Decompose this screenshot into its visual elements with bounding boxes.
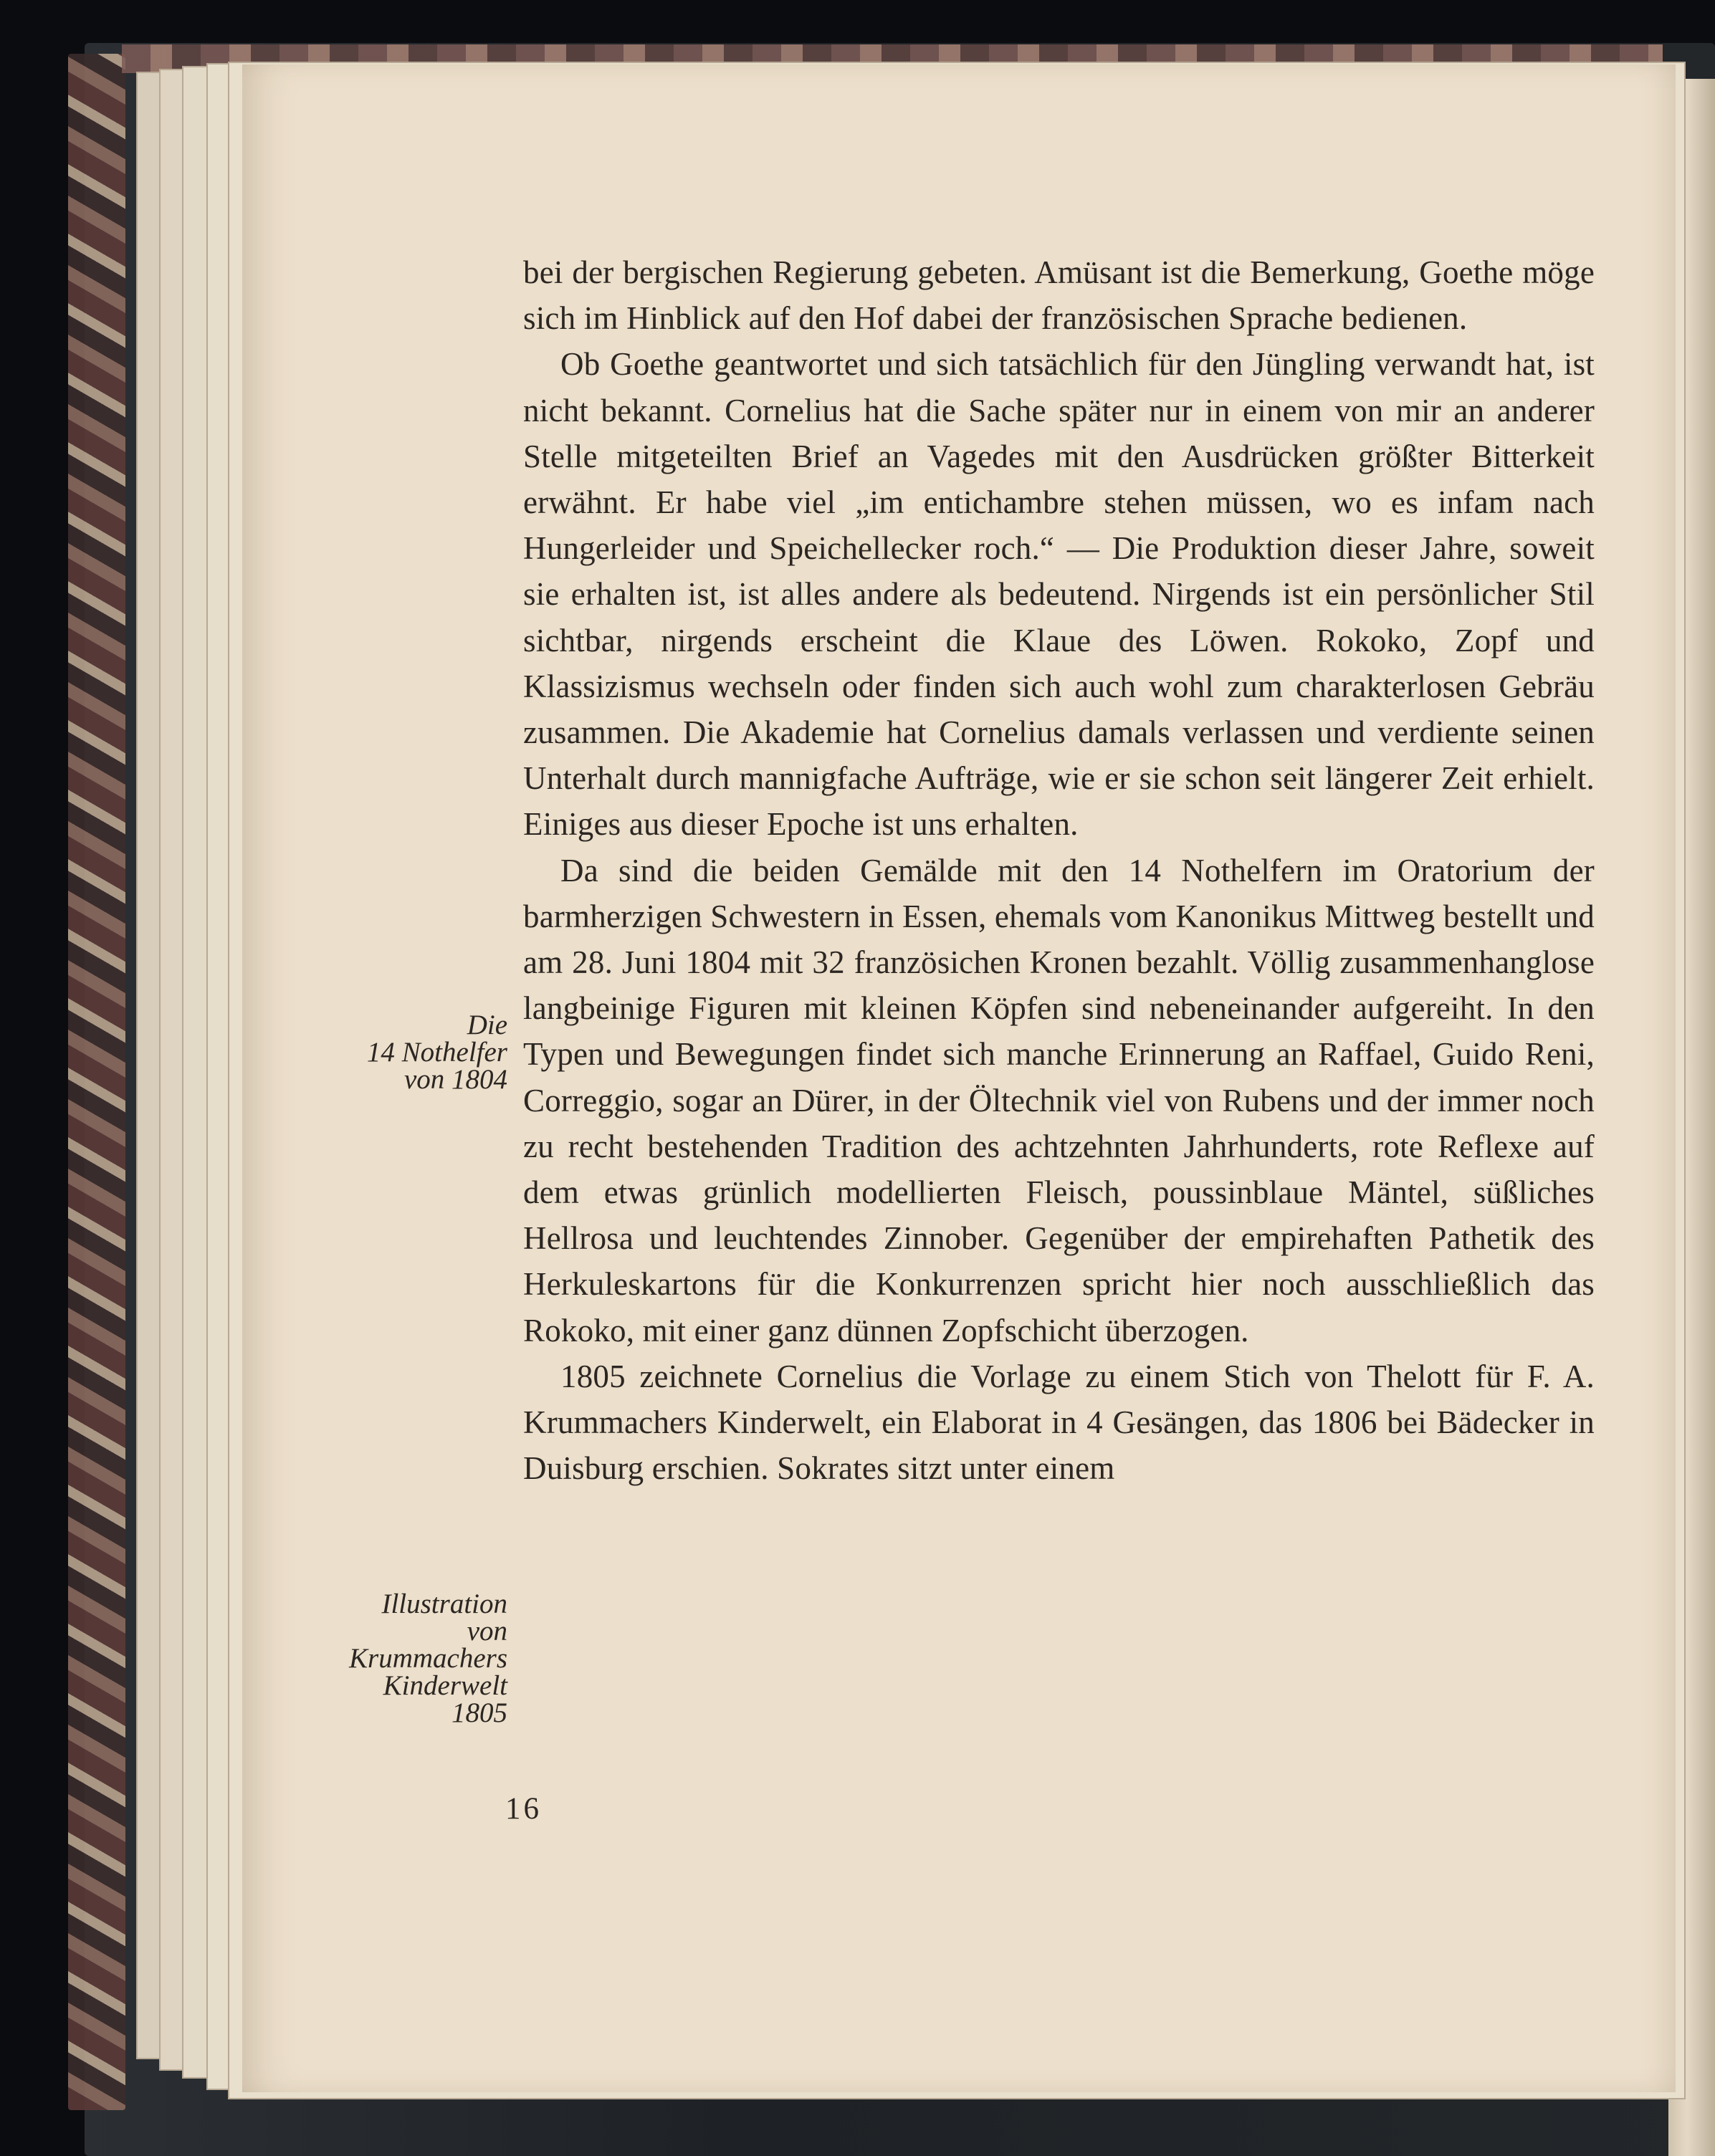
paragraph: 1805 zeichnete Cornelius die Vorlage zu einem Stich von Thelott für F. A. Krummachers Kinderwelt, ein Elaborat in 4 Gesängen, das 1806 bei Bädecker in Duisburg erschien. Sokrates sitzt unter einem [523, 1358, 1595, 1487]
marbled-endpaper [68, 54, 125, 2110]
paragraph: Ob Goethe geantwortet und sich tatsächlich für den Jüngling verwandt hat, ist nicht bekannt. Cornelius hat die Sache später nur in einem von mir an anderer Stelle mitgeteilten Brief an Vagedes mit den Ausdrücken größter Bitterkeit erwähnt. Er habe viel „im entichambre stehen müssen, wo es infam nach Hungerleider und Speichellecker roch.“ — Die Produktion dieser Jahre, soweit sie erhalten ist, ist alles andere als bedeutend. Nirgends ist ein persönlicher Stil sichtbar, nirgends erscheint die Klaue des Löwen. Rokoko, Zopf und Klassizismus wechseln oder finden sich auch wohl zum charakterlosen Gebräu zusammen. Die Akademie hat Cornelius damals verlassen und verdiente seinen Unterhalt durch mannigfache Aufträge, wie er sie schon seit längerer Zeit erhielt. Einiges aus dieser Epoche ist uns erhalten. [523, 346, 1595, 843]
marginal-line: 1805 [452, 1697, 507, 1728]
marginal-line: Die [467, 1010, 507, 1040]
paragraph: Da sind die beiden Gemälde mit den 14 Nothelfern im Oratorium der barmherzigen Schwestern in Essen, ehemals vom Kanonikus Mittweg bestellt und am 28. Juni 1804 mit 32 französichen Kronen bezahlt. Völlig zusammenhanglose langbeinige Figuren mit kleinen Köpfen sind nebeneinander aufgereiht. In den Typen und Bewegungen findet sich manche Erinnerung an Raffael, Guido Reni, Correggio, sogar an Dürer, in der Öltechnik viel von Rubens und der immer noch zu recht bestehenden Tradition des achtzehnten Jahrhunderts, rote Reflexe auf dem etwas grünlich modellierten Fleisch, poussinblaue Mäntel, süßliches Hellrosa und leuchtendes Zinnober. Gegenüber der empirehaften Pathetik des Herkuleskartons für die Konkurrenzen spricht hier noch ausschließlich das Rokoko, mit einer ganz dünnen Zopfschicht überzogen. [523, 852, 1595, 1348]
marginal-line: Illustration [381, 1589, 507, 1619]
marginal-line: von [467, 1616, 507, 1647]
marginal-line: Kinderwelt [383, 1670, 507, 1701]
marginal-line: von 1804 [403, 1064, 507, 1095]
marginal-note-nothelfer [367, 1012, 507, 1093]
marginal-note-illustration [349, 1591, 507, 1727]
marginal-line: 14 Nothelfer [366, 1037, 507, 1068]
marginal-line: Krummachers [349, 1643, 507, 1674]
main-text [523, 249, 1595, 1491]
page-number: 16 [505, 1792, 542, 1826]
paragraph: bei der bergischen Regierung gebeten. Amüsant ist die Bemerkung, Goethe möge sich im Hinblick auf den Hof dabei der französischen Sprache bedienen. [523, 254, 1595, 337]
